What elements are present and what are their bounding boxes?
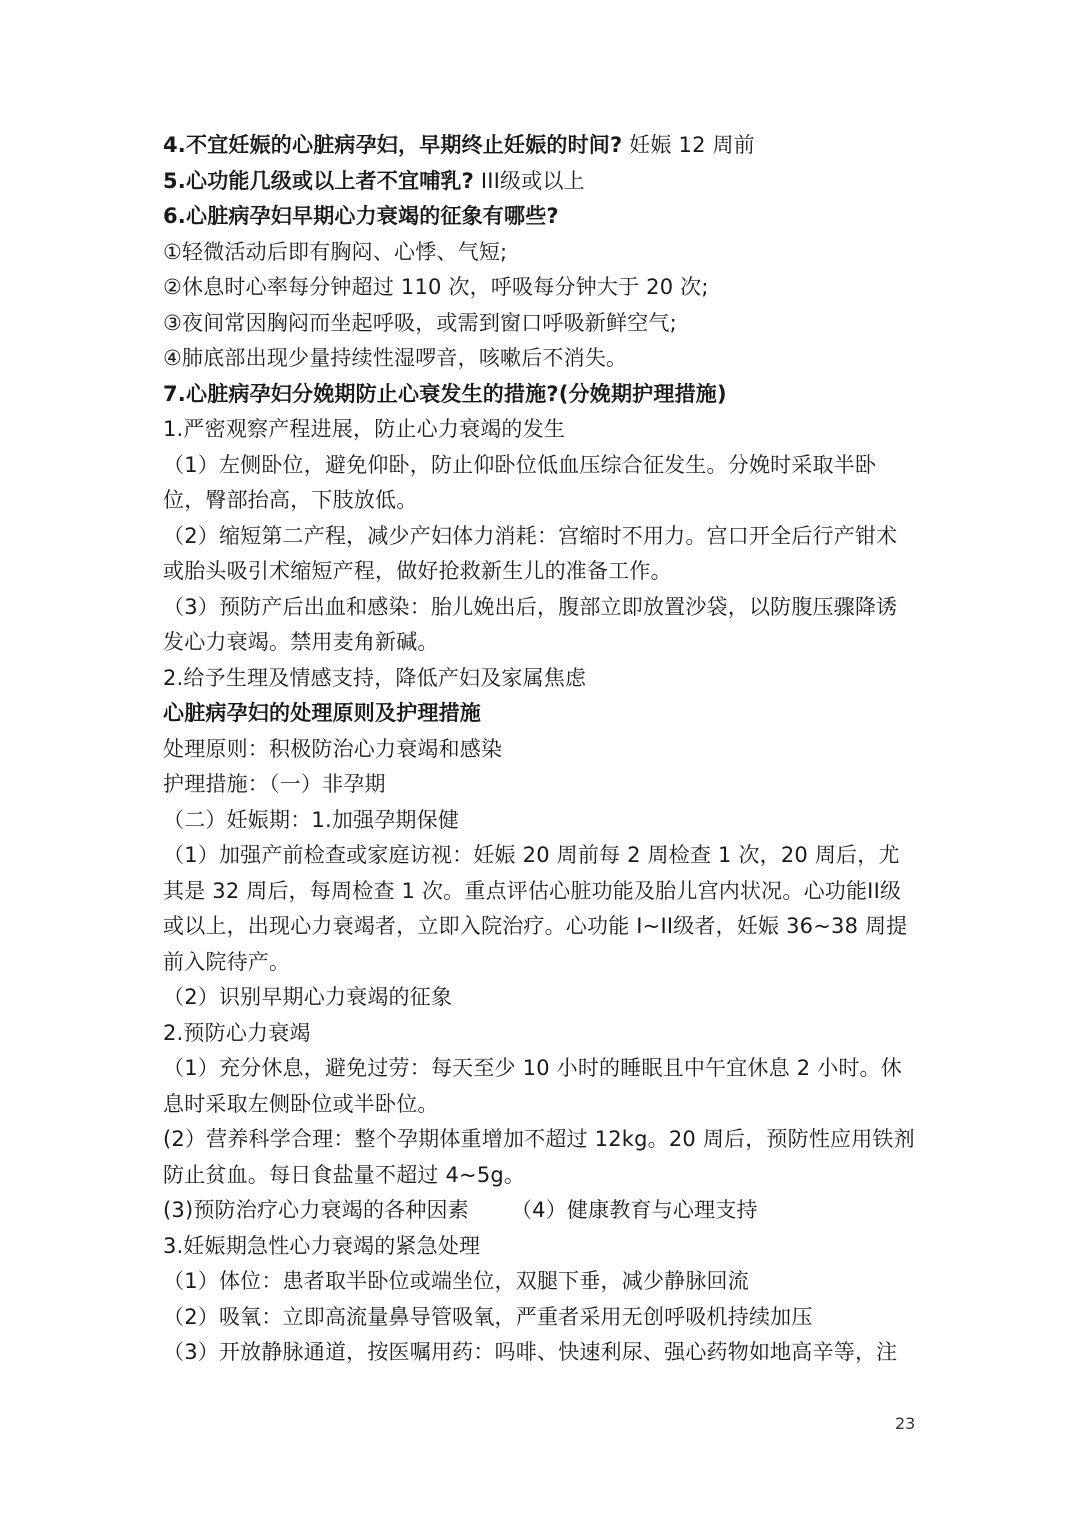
question-6-title: 6.心脏病孕妇早期心力衰竭的征象有哪些?	[163, 204, 559, 228]
nursing-measures: 护理措施：（一）非孕期	[163, 772, 386, 796]
emergency-handling: 3.妊娠期急性心力衰竭的紧急处理	[163, 1233, 481, 1258]
question-5-answer: III级或以上	[480, 168, 585, 193]
sign-1: ①轻微活动后即有胸闷、心悸、气短;	[163, 239, 508, 264]
health-education: （4）健康教育与心理支持	[510, 1198, 758, 1222]
measure-1b: （2）缩短第二产程，减少产妇体力消耗：宫缩时不用力。宫口开全后行产钳术或胎头吸引术缩短产程，做好抢救新生儿的准备工作。	[163, 523, 898, 583]
prenatal-care: （1）加强产前检查或家庭访视：妊娠 20 周前每 2 周检查 1 次，20 周后，尤其是 32 周后，每周检查 1 次。重点评估心脏功能及胎儿宫内状况。心功能II级或以上，出现心力衰竭者，立即入院治疗。心功能 I~II级者，妊娠 36~38 周提前入院待产。	[163, 843, 908, 974]
emergency-position: （1）体位：患者取半卧位或端坐位，双腿下垂，减少静脉回流	[163, 1269, 749, 1293]
treatment-principle: 处理原则：积极防治心力衰竭和感染	[163, 736, 503, 761]
question-7-title: 7.心脏病孕妇分娩期防止心衰发生的措施?(分娩期护理措施)	[163, 381, 727, 406]
sign-3: ③夜间常因胸闷而坐起呼吸，或需到窗口呼吸新鲜空气;	[163, 310, 677, 335]
question-5	[163, 164, 918, 200]
question-5-title: 5.心功能几级或以上者不宜哺乳?	[163, 168, 474, 193]
sign-4: ④肺底部出现少量持续性湿啰音，咳嗽后不消失。	[163, 346, 628, 370]
question-4-title: 4.不宜妊娠的心脏病孕妇，早期终止妊娠的时间?	[163, 133, 623, 157]
measure-1: 1.严密观察产程进展，防止心力衰竭的发生	[163, 417, 566, 441]
section-heading: 心脏病孕妇的处理原则及护理措施	[163, 701, 481, 725]
rest-advice: （1）充分休息，避免过劳：每天至少 10 小时的睡眠且中午宜休息 2 小时。休息时采取左侧卧位或半卧位。	[163, 1056, 902, 1116]
prevention-row	[163, 1193, 918, 1229]
emergency-iv: （3）开放静脉通道，按医嘱用药：吗啡、快速利尿、强心药物如地高辛等，注	[163, 1340, 898, 1364]
question-4-answer: 妊娠 12 周前	[629, 133, 755, 157]
measure-2: 2.给予生理及情感支持，降低产妇及家属焦虑	[163, 665, 587, 690]
emergency-oxygen: （2）吸氧：立即高流量鼻导管吸氧，严重者采用无创呼吸机持续加压	[163, 1304, 813, 1329]
measure-1c: （3）预防产后出血和感染：胎儿娩出后，腹部立即放置沙袋，以防腹压骤降诱发心力衰竭。禁用麦角新碱。	[163, 594, 898, 654]
document-page	[163, 128, 918, 1371]
prevent-factors: (3)预防治疗心力衰竭的各种因素	[163, 1198, 469, 1222]
identify-signs: （2）识别早期心力衰竭的征象	[163, 985, 453, 1009]
sign-2: ②休息时心率每分钟超过 110 次，呼吸每分钟大于 20 次;	[163, 275, 709, 299]
pregnancy-period: （二）妊娠期：1.加强孕期保健	[163, 807, 460, 832]
measure-1a: （1）左侧卧位，避免仰卧，防止仰卧位低血压综合征发生。分娩时采取半卧位，臀部抬高，下肢放低。	[163, 452, 877, 512]
page-number: 23	[895, 1414, 916, 1433]
nutrition-advice: (2）营养科学合理：整个孕期体重增加不超过 12kg。20 周后，预防性应用铁剂防止贫血。每日食盐量不超过 4~5g。	[163, 1127, 915, 1187]
prevent-heart-failure: 2.预防心力衰竭	[163, 1020, 311, 1045]
question-4	[163, 128, 918, 164]
